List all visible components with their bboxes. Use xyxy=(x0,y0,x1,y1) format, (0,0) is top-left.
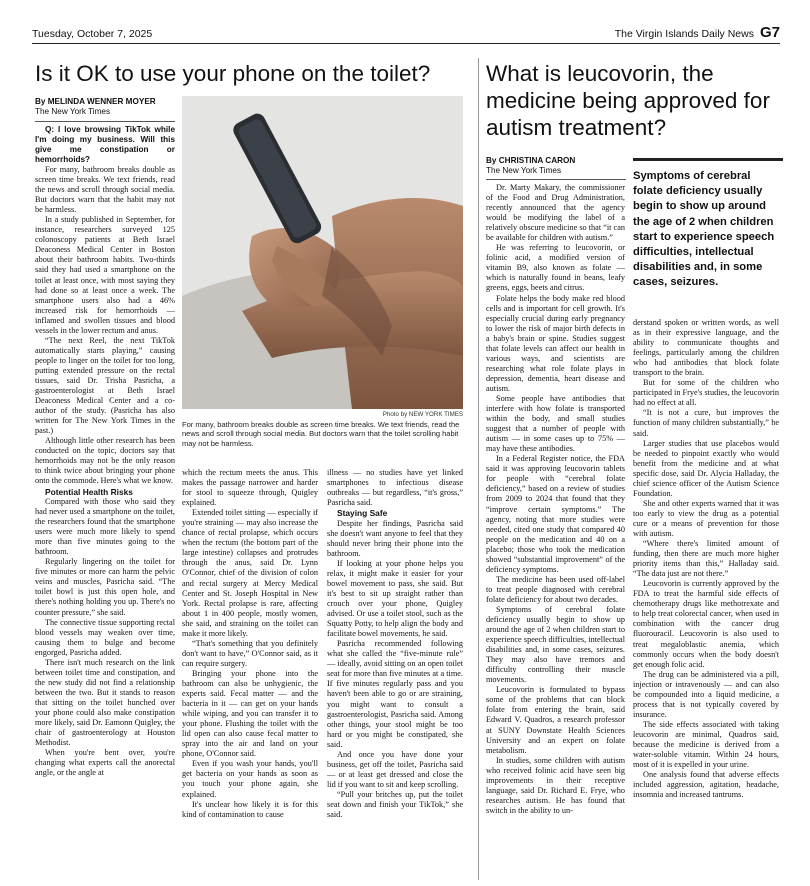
paragraph: derstand spoken or written words, as well as in their expressive language, and the ability to communicate thoughts and feelings, particularly among the children who had antibodies that block folate transport to the brain. xyxy=(633,318,779,378)
photo-credit: Photo by NEW YORK TIMES xyxy=(382,411,463,418)
article2-source: The New York Times xyxy=(486,166,562,175)
article1-source: The New York Times xyxy=(35,107,111,116)
pull-quote: Symptoms of cerebral folate deficiency usually begin to show up around the age of 2 when children start to experience speech difficulties, intellectual disabilities and, in some cases, seizures. xyxy=(633,158,783,291)
paragraph: If looking at your phone helps you relax, it might make it easier for your bowel movement to pass, she said. But it's best to sit up straight rather than crouch over your phone, Quigley advised. Or use a toilet stool, such as the Squatty Potty, to help align the body and facilitate bowel movements, he said. xyxy=(327,558,463,639)
paragraph: There isn't much research on the link between toilet time and constipation, and the new study did not find a relationship between the two. But it stands to reason that sitting on the toilet hunched over your phone could also make constipation more likely, said Dr. Eamonn Quigley, the chair of gastroenterology at Houston Methodist. xyxy=(35,657,175,748)
paragraph: “The next Reel, the next TikTok automatically starts playing,” causing people to linger on the toilet for too long, putting extended pressure on the rectal tissues, said Dr. Trisha Pasricha, a gastroenterologist at Beth Israel Deaconess Medical Center and a co-author of the study. (Pasricha has also written for The New York Times in the past.) xyxy=(35,335,175,436)
paragraph: In a study published in September, for instance, researchers surveyed 125 colonoscopy patients at Beth Israel Deaconess Medical Center in Boston about their bathroom habits. Two-thirds said they had used a smartphone on the toilet at least once, with most saying they had done so at least once a week. The smartphone users also had a 46% increased risk for hemorrhoids — inflamed and swollen tissues and blood vessels in the lower rectum and anus. xyxy=(35,215,175,335)
article1-column-3 xyxy=(327,468,463,882)
paragraph: Extended toilet sitting — especially if you're straining — may also increase the chance of rectal prolapse, which occurs when the rectum (the bottom part of the large intestine) collapses and protrudes through the anus, said Dr. Lynn O'Connor, chief of the division of colon and rectal surgery at Mercy Medical Center and St. Joseph Hospital in New York. Rectal prolapse is rare, affecting about 1 in 400 people, mostly women, she said, and straining on the toilet can make it more likely. xyxy=(182,508,318,638)
article2-byline: By CHRISTINA CARON xyxy=(486,156,576,165)
paragraph: “That's something that you definitely don't want to have,” O'Connor said, as it can require surgery. xyxy=(182,638,318,668)
paragraph: Dr. Marty Makary, the commissioner of the Food and Drug Administration, recently announced that the agency would be modifying the label of a relatively obscure medicine so that “it can be available for children with autism.” xyxy=(486,183,625,243)
paragraph: The connective tissue supporting rectal blood vessels may weaken over time, causing them to bulge and become engorged, Pasricha added. xyxy=(35,617,175,657)
article2-column-2 xyxy=(633,318,779,883)
column-divider xyxy=(478,58,479,880)
paragraph: Folate helps the body make red blood cells and is important for cell growth. It's especially crucial during early pregnancy to lower the risk of major birth defects in a baby's brain or spine. Studies suggest that folate levels can affect our health in various ways, and scientists are researching what role folate plays in depression, dementia, heart disease and autism. xyxy=(486,293,625,393)
paragraph: In a Federal Register notice, the FDA said it was approving leucovorin tablets for people with “cerebral folate deficiency,” based on a review of studies from 2009 to 2024 that found that they “improve certain symptoms.” The agency, noting that more studies were needed, cited one study that compared 40 people on the medication and 40 on a placebo; those who took the medication showed “substantial improvement” of the deficiency symptoms. xyxy=(486,454,625,574)
article2-headline: What is leucovorin, the medicine being approved for autism treatment? xyxy=(486,61,770,140)
paragraph: In studies, some children with autism who received folinic acid have seen big improvements in their receptive language, said Dr. Richard E. Frye, who researches autism. He has found that switch in the ability to un- xyxy=(486,755,625,815)
paragraph: She and other experts warned that it was too early to view the drug as a potential cure or a means of prevention for those with autism. xyxy=(633,498,779,538)
paragraph: Pasricha recommended following what she called the “five-minute rule” — ideally, avoid sitting on an open toilet seat for more than five minutes at a time. If five minutes regularly pass and you haven't been able to go or are straining, you might want to consult a gastroenterologist, Pasricha said. Among other things, your stool might be too hard or you might be constipated, she said. xyxy=(327,639,463,749)
paragraph: “Where there's limited amount of funding, then there are much more higher priority items than this,” Halladay said. “The data just are not there.” xyxy=(633,539,779,579)
subhead: Staying Safe xyxy=(337,508,388,519)
header-right xyxy=(615,25,780,40)
paragraph: Despite her findings, Pasricha said she doesn't want anyone to feel that they should never bring their phone into the bathroom. xyxy=(327,518,463,558)
paragraph: Bringing your phone into the bathroom can also be unhygienic, the experts said. Fecal matter — and the bacteria in it — can get on your hands while wiping, and you can transfer it to your phone. Flushing the toilet with the lid open can also cause fecal matter to spray into the air and land on your phone, O'Connor said. xyxy=(182,668,318,759)
article1-question: Q: I love browsing TikTok while I'm doing my business. Will this give me constipation or hemorrhoids? xyxy=(35,125,175,164)
paragraph: Even if you wash your hands, you'll get bacteria on your hands as soon as you touch your phone again, she explained. xyxy=(182,759,318,799)
paragraph: The side effects associated with taking leucovorin are minimal, Quadros said, because the medicine is derived from a water-soluble vitamin. Within 24 hours, most of it is expelled in your urine. xyxy=(633,719,779,770)
paragraph: It's unclear how likely it is for this kind of contamination to cause xyxy=(182,799,318,819)
article2-column-1 xyxy=(486,183,625,883)
paragraph: “It is not a cure, but improves the function of many children substantially,” he said. xyxy=(633,408,779,438)
paragraph: which the rectum meets the anus. This makes the passage narrower and harder for stool to squeeze through, Quigley explained. xyxy=(182,468,318,508)
paragraph: When you're bent over, you're changing what experts call the anorectal angle, or the angle at xyxy=(35,748,175,778)
paragraph: Leucovorin is currently approved by the FDA to treat the harmful side effects of chemotherapy drugs like methotrexate and to help treat colorectal cancer, when used in combination with the cancer drug fluorouracil. Leucovorin is also used to treat megaloblastic anemia, which commonly occurs when the body doesn't get enough folic acid. xyxy=(633,579,779,669)
phone-on-toilet-illustration xyxy=(182,96,463,409)
paragraph: The drug can be administered via a pill, injection or intravenously — and can also be compounded into a liquid medicine, a process that is not typically covered by insurance. xyxy=(633,669,779,719)
article2-byline-block xyxy=(486,156,626,176)
paragraph: Some people have antibodies that interfere with how folate is transported within the body, and small studies suggest that a number of people with autism — in some cases up to 75% — may have these antibodies. xyxy=(486,393,625,454)
paragraph: One analysis found that adverse effects included aggression, agitation, headache, insomnia and increased tantrums. xyxy=(633,770,779,800)
paragraph: Symptoms of cerebral folate deficiency usually begin to show up around the age of 2 when children start to experience speech difficulties, intellectual disabilities and, in some cases, seizures. They may also have tremors and difficulty controlling their muscle movements. xyxy=(486,604,625,685)
paragraph: Larger studies that use placebos would be needed to pinpoint exactly who would benefit from the medicine and at what specific dose, said Dr. Alycia Halladay, the chief science officer of the Autism Science Foundation. xyxy=(633,438,779,498)
photo-caption: For many, bathroom breaks double as screen time breaks. We text friends, read the news and scroll through social media. But doctors warn that the toilet scrolling habit may not be harmless. xyxy=(182,420,460,448)
paragraph: Regularly lingering on the toilet for five minutes or more can harm the pelvic veins and muscles, Pasricha said. “The toilet bowl is just this open hole, and there's nothing holding you up. There's no counter pressure,” she said. xyxy=(35,557,175,617)
newspaper-name: The Virgin Islands Daily News xyxy=(614,28,754,40)
page-header xyxy=(32,22,780,44)
paragraph: Leucovorin is formulated to bypass some of the problems that can block folate from entering the brain, said Edward V. Quadros, a research professor at SUNY Downstate Health Sciences University and an expert on folate metabolism. xyxy=(486,685,625,755)
subhead: Potential Health Risks xyxy=(45,486,133,497)
page-number: G7 xyxy=(759,24,780,41)
paragraph: For many, bathroom breaks double as screen time breaks. We text friends, read the news and scroll through social media. But doctors warn that the habit may not be harmless. xyxy=(35,165,175,215)
paragraph: But for some of the children who participated in Frye's studies, the leucovorin had no effect at all. xyxy=(633,378,779,408)
article1-headline: Is it OK to use your phone on the toilet? xyxy=(35,61,431,86)
paragraph: illness — no studies have yet linked smartphones to infectious disease outbreaks — but regardless, “it's gross,” Pasricha said. xyxy=(327,468,463,508)
paragraph: “Pull your britches up, put the toilet seat down and finish your TikTok,” she said. xyxy=(327,789,463,820)
paragraph: The medicine has been used off-label to treat people diagnosed with cerebral folate deficiency for about two decades. xyxy=(486,574,625,604)
paragraph: Although little other research has been conducted on the topic, doctors say that hemorrhoids may not be the only reason to think twice about bringing your phone onto the commode. Here's what we know. xyxy=(35,436,175,486)
byline-rule xyxy=(35,121,175,122)
paragraph: Compared with those who said they had never used a smartphone on the toilet, the researchers found that the smartphone users were much more likely to spend more than five minutes going to the bathroom. xyxy=(35,497,175,557)
issue-date: Tuesday, October 7, 2025 xyxy=(32,28,153,40)
paragraph: And once you have done your business, get off the toilet, Pasricha said — or at least get dressed and close the lid if you want to sit and keep scrolling. xyxy=(327,749,463,789)
paragraph: He was referring to leucovorin, or folinic acid, a modified version of vitamin B9, also known as folate — which is naturally found in beans, leafy greens, eggs, beets and citrus. xyxy=(486,243,625,293)
article1-column-2 xyxy=(182,468,318,882)
article-photo xyxy=(182,96,463,409)
article1-byline: By MELINDA WENNER MOYER xyxy=(35,97,156,106)
article1-byline-block xyxy=(35,97,175,117)
byline-rule xyxy=(486,179,626,180)
article1-column-1 xyxy=(35,125,175,885)
